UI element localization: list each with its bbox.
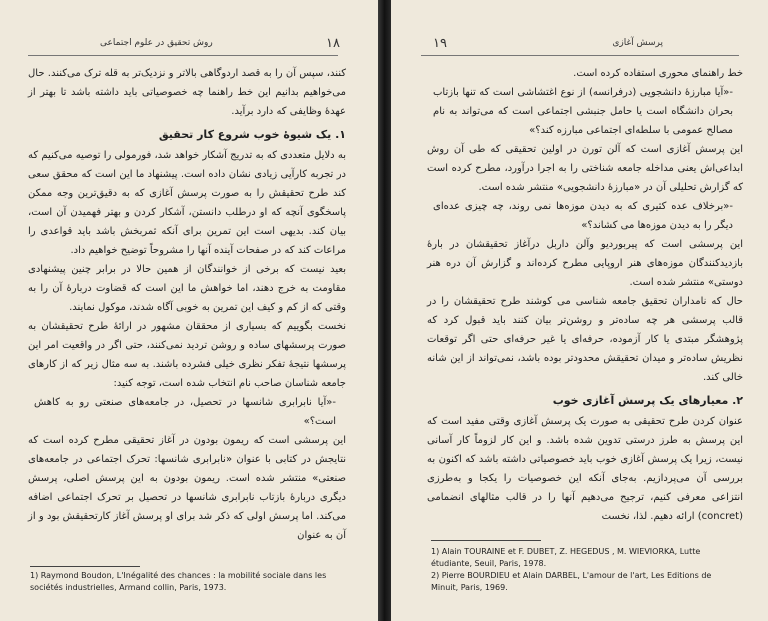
paragraph: حال که نامداران تحقیق جامعه شناسی می کوشند طرح تحقیقشان را در قالب پرسشی هر چه ساده‌تر و روشن‌تر بیان کنند باید قبول کرد که پژوهشگر مبتدی یا کار آزموده، حرفه‌ای یا غیر حرفه‌ای حتی اگر توقعات نظریش ساده‌تر و میدان تحقیقش محدودتر بوده باشد، نمی‌تواند از این شانه خالی کند. — [427, 296, 743, 383]
header-rule — [28, 55, 338, 56]
left-page — [0, 0, 378, 621]
footnote: 2) Pierre BOURDIEU et Alain DARBEL, L'amour de l'art, Les Editions de Minuit, Paris, 1969. — [431, 571, 712, 592]
page-number: ۱۸ — [326, 36, 340, 51]
quoted-question: -«آیا نابرابری شانسها در تحصیل، در جامعه‌های صنعتی رو به کاهش است؟» — [34, 397, 336, 427]
footnote-rule — [431, 540, 541, 541]
footnote-rule — [30, 566, 140, 567]
paragraph: کنند، سپس آن را به قصد اردوگاهی بالاتر و نزدیک‌تر به قله ترک می‌کنند. حال می‌خواهیم بدانیم این خط راهنما چه خصوصیاتی باید داشته باشد تا بهتر از عهدهٔ وظایفی که دارد برآید. — [28, 68, 346, 117]
page-body — [28, 64, 346, 545]
paragraph: عنوان کردن طرح تحقیقی به صورت یک پرسش آغازی وقتی مفید است که این پرسش به طرز درستی تدوین شده باشد. و این کار لزوماً کار آسانی نیست، زیرا یک پرسش آغازی خوب باید خصوصیاتی داشته باشد که اکنون به بررسی آن می‌پردازیم. به‌جای آنکه این خصوصیات را یکجا و به‌طرزی انتزاعی معرفی کنیم، ترجیح می‌دهیم آنها را در قالب مثالهای انضمامی (concret) ارائه دهیم. لذا، نخست — [427, 416, 743, 522]
footnote: 1) Raymond Boudon, L'Inégalité des chances : la mobilité sociale dans les sociétés industrielles, Armand collin, Paris, 1973. — [30, 571, 327, 592]
paragraph: خط راهنمای محوری استفاده کرده است. — [573, 68, 743, 79]
paragraph: این پرسشی است که ریمون بودون در آغاز تحقیقی مطرح کرده است که نتایجش در کتابی با عنوان «نابرابری شانسها: تحرک اجتماعی در جامعه‌های صنعتی» منتشر شده است. ریمون بودون به این پرسش اصلی، پرسش دیگری دربارهٔ بازتاب نابرابری شانسها در تحصیل بر تحرک اجتماعی اضافه می‌کند. اما پرسش اولی که ذکر شد برای او پرسش آغاز کارتحقیقش بود و از آن به عنوان — [28, 435, 346, 541]
footnotes — [431, 546, 731, 594]
paragraph: بعید نیست که برخی از خوانندگان از همین حالا در برابر چنین پیشنهادی مقاومت به خرج دهند، اما خواهش ما این است که قضاوت دربارهٔ آن را به وقتی که از کم و کیف این تمرین به خوبی آگاه شدند، موکول نمایند. — [28, 264, 346, 313]
running-head: روش تحقیق در علوم اجتماعی — [100, 38, 213, 48]
book-gutter — [378, 0, 391, 621]
footnotes — [30, 570, 330, 594]
section-heading: ۲. معیارهای یک پرسش آغازی خوب — [552, 394, 743, 407]
running-head: پرسش آغازی — [612, 38, 663, 48]
right-page — [391, 0, 768, 621]
paragraph: نخست بگوییم که بسیاری از محققان مشهور در ارائهٔ طرح تحقیقشان به صورت پرسشهای ساده و روشن تردید نمی‌کنند، حتی اگر در واقعیت امر این پرسشها نتیجهٔ تفکر نظری خیلی فشرده باشند. به سه مثال زیر که از کارهای جامعه شناسان صاحب نام انتخاب شده است، توجه کنید: — [28, 321, 346, 389]
paragraph: این پرسش آغازی است که آلن تورن در اولین تحقیقی که طی آن روش ابداعی‌اش یعنی مداخله جامعه شناختی را به اجرا درآورد، مطرح کرده است که گزارش تحلیلی آن در «مبارزهٔ دانشجویی» منتشر شده است. — [427, 144, 743, 193]
quoted-question: -«برخلاف عده کثیری که به دیدن موزه‌ها نمی روند، چه چیزی عده‌ای دیگر را به دیدن موزه‌ها می کشاند؟» — [433, 201, 733, 231]
page-number: ۱۹ — [433, 36, 447, 51]
quoted-question: -«آیا مبارزهٔ دانشجویی (درفرانسه) از نوع اغتشاشی است که تنها بازتاب بحران دانشگاه است یا حامل جنبشی اجتماعی است که می‌تواند به نام مصالح عمومی با سلطه‌ای اجتماعی مبارزه کند؟» — [433, 87, 733, 136]
footnote: 1) Alain TOURAINE et F. DUBET, Z. HEGEDUS , M. WIEVIORKA, Lutte étudiante, Seuil, Paris, 1978. — [431, 547, 701, 568]
section-heading: ۱. یک شیوهٔ خوب شروع کار تحقیق — [158, 128, 346, 141]
paragraph: این پرسشی است که پیربوردیو وآلن داربل درآغاز تحقیقشان در بارهٔ بازدیدکنندگان موزه‌های هنر اروپایی مطرح کرده‌اند و گزارش آن دره هنر دوستی» منتشر شده است. — [427, 239, 743, 288]
paragraph: به دلایل متعددی که به تدریج آشکار خواهد شد، فورمولی را توصیه می‌کنیم که در تجربه کارآیی زیادی نشان داده است. پیشنهاد ما این است که محقق سعی کند طرح تحقیقش را به صورت پرسش آغازی که به دقیق‌ترین وجه ممکن پاسخگوی آنچه که او درطلب دانستن، آشکار کردن و بهتر فهمیدن آن است، بیان کند. بدیهی است این تمرین برای آنکه ثمربخش باشد باید قواعدی را مراعات کند که در صفحات آینده آنها را مشروحاً توضیح خواهیم داد. — [28, 150, 346, 256]
page-body — [427, 64, 743, 526]
header-rule — [421, 55, 739, 56]
